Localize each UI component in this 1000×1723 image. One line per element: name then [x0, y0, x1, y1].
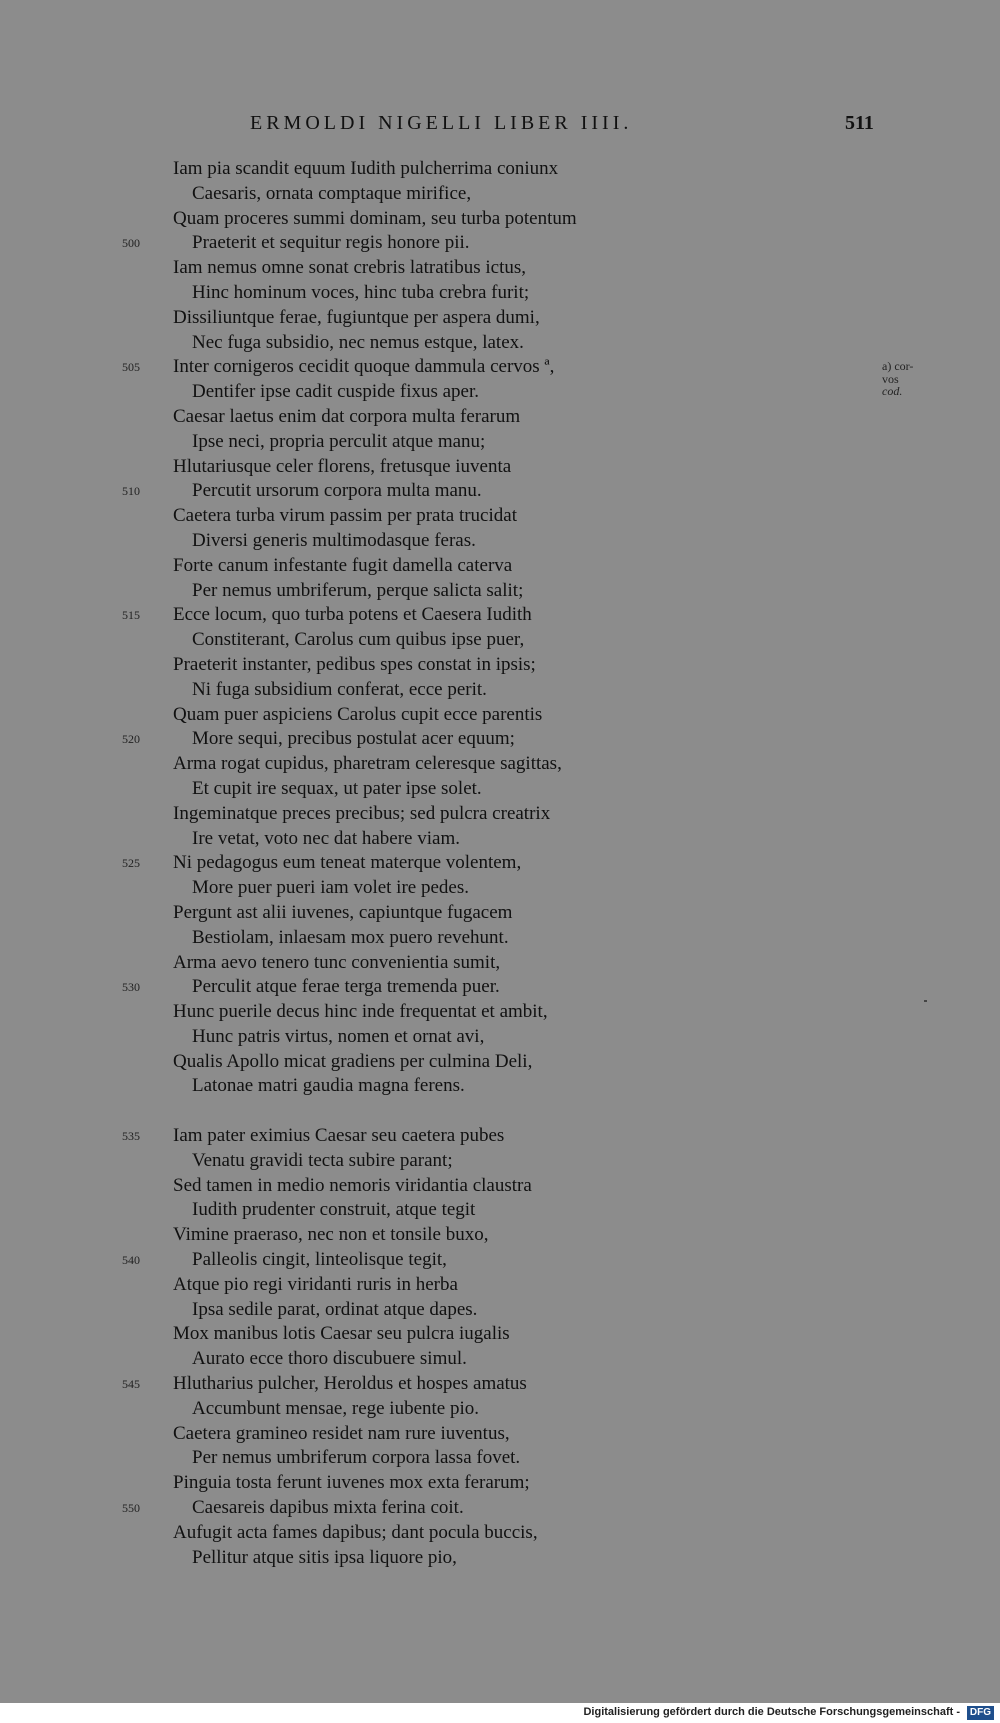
verse-text-line: Iudith prudenter construit, atque tegit: [192, 1199, 476, 1221]
verse-text-line: Ire vetat, voto nec dat habere viam.: [192, 827, 460, 849]
verse-line: [0, 430, 1000, 455]
verse-text-line: More puer pueri iam volet ire pedes.: [192, 877, 469, 899]
verse-text-line: Nec fuga subsidio, nec nemus estque, latex.: [192, 331, 524, 353]
verse-line: [0, 182, 1000, 207]
verse-line: [0, 479, 1000, 504]
verse-text-line: Inter cornigeros cecidit quoque dammula cervos ª,: [173, 356, 555, 378]
verse-text-line: Iam nemus omne sonat crebris latratibus ictus,: [173, 257, 526, 279]
verse-line: [0, 157, 1000, 182]
verse-line: [0, 529, 1000, 554]
verse-text-line: Ipse neci, propria perculit atque manu;: [192, 430, 486, 452]
verse-line: [0, 405, 1000, 430]
verse-line: [0, 1149, 1000, 1174]
verse-text-line: Ingeminatque preces precibus; sed pulcra creatrix: [173, 802, 551, 824]
verse-text-line: Aufugit acta fames dapibus; dant pocula buccis,: [173, 1521, 538, 1543]
verse-text-line: Dissiliuntque ferae, fugiuntque per aspera dumi,: [173, 306, 540, 328]
verse-line: [0, 653, 1000, 678]
verse-line: [0, 1521, 1000, 1546]
verse-line: [0, 1546, 1000, 1571]
line-number: 525: [122, 856, 140, 871]
verse-line: [0, 1372, 1000, 1397]
verse-text-line: Bestiolam, inlaesam mox puero revehunt.: [192, 926, 509, 948]
verse-text: [0, 157, 1000, 1570]
verse-text-line: Accumbunt mensae, rege iubente pio.: [192, 1397, 480, 1419]
verse-text-line: More sequi, precibus postulat acer equum;: [192, 728, 515, 750]
verse-text-line: Praeterit instanter, pedibus spes constat in ipsis;: [173, 653, 536, 675]
line-number: 530: [122, 980, 140, 995]
verse-line: [0, 355, 1000, 380]
verse-text-line: Hinc hominum voces, hinc tuba crebra furit;: [192, 281, 530, 303]
verse-line: [0, 455, 1000, 480]
verse-line: [0, 678, 1000, 703]
verse-line: [0, 1000, 1000, 1025]
verse-line: [0, 1322, 1000, 1347]
verse-text-line: Constiterant, Carolus cum quibus ipse puer,: [192, 629, 525, 651]
verse-text-line: Pellitur atque sitis ipsa liquore pio,: [192, 1546, 457, 1568]
verse-text-line: Per nemus umbriferum corpora lassa fovet.: [192, 1447, 521, 1469]
line-number: 520: [122, 732, 140, 747]
verse-line: [0, 256, 1000, 281]
dfg-logo: DFG: [967, 1706, 994, 1720]
scan-speck: [924, 1000, 927, 1002]
line-number: 505: [122, 360, 140, 375]
verse-line: [0, 1124, 1000, 1149]
verse-line: [0, 876, 1000, 901]
footnote-line: cod.: [882, 384, 903, 398]
page-header: [0, 112, 1000, 142]
verse-line: [0, 827, 1000, 852]
verse-line: [0, 1422, 1000, 1447]
verse-text-line: Ipsa sedile parat, ordinat atque dapes.: [192, 1298, 478, 1320]
verse-line: [0, 951, 1000, 976]
verse-text-line: Quam puer aspiciens Carolus cupit ecce parentis: [173, 703, 543, 725]
line-number: 515: [122, 608, 140, 623]
verse-line: [0, 1446, 1000, 1471]
verse-text-line: Diversi generis multimodasque feras.: [192, 529, 476, 551]
line-number: 550: [122, 1501, 140, 1516]
verse-text-line: Sed tamen in medio nemoris viridantia claustra: [173, 1174, 532, 1196]
verse-text-line: Arma rogat cupidus, pharetram celeresque sagittas,: [173, 753, 562, 775]
verse-text-line: Percutit ursorum corpora multa manu.: [192, 480, 482, 502]
verse-line: [0, 926, 1000, 951]
verse-text-line: Caesar laetus enim dat corpora multa ferarum: [173, 405, 521, 427]
verse-text-line: Ni pedagogus eum teneat materque volentem,: [173, 852, 522, 874]
verse-line: [0, 554, 1000, 579]
verse-line: [0, 504, 1000, 529]
running-title: ERMOLDI NIGELLI LIBER IIII.: [250, 112, 633, 134]
line-number: 545: [122, 1377, 140, 1392]
verse-text-line: Perculit atque ferae terga tremenda puer.: [192, 976, 500, 998]
verse-line: [0, 1174, 1000, 1199]
stanza-gap: [0, 1099, 1000, 1124]
footnote: [882, 360, 942, 398]
verse-line: [0, 1025, 1000, 1050]
line-number: 540: [122, 1253, 140, 1268]
verse-text-line: Atque pio regi viridanti ruris in herba: [173, 1273, 458, 1295]
verse-text-line: Pinguia tosta ferunt iuvenes mox exta ferarum;: [173, 1472, 530, 1494]
verse-text-line: Hunc puerile decus hinc inde frequentat et ambit,: [173, 1001, 548, 1023]
verse-line: [0, 380, 1000, 405]
verse-text-line: Ni fuga subsidium conferat, ecce perit.: [192, 678, 487, 700]
verse-text-line: Iam pater eximius Caesar seu caetera pubes: [173, 1125, 505, 1147]
verse-line: [0, 851, 1000, 876]
verse-line: [0, 1496, 1000, 1521]
line-number: 500: [122, 236, 140, 251]
verse-line: [0, 207, 1000, 232]
verse-line: [0, 901, 1000, 926]
verse-line: [0, 1223, 1000, 1248]
verse-line: [0, 703, 1000, 728]
verse-line: [0, 1198, 1000, 1223]
verse-text-line: Pergunt ast alii iuvenes, capiuntque fugacem: [173, 901, 513, 923]
verse-text-line: Hunc patris virtus, nomen et ornat avi,: [192, 1025, 485, 1047]
verse-text-line: Hlutharius pulcher, Heroldus et hospes amatus: [173, 1373, 527, 1395]
verse-line: [0, 777, 1000, 802]
verse-line: [0, 975, 1000, 1000]
verse-text-line: Quam proceres summi dominam, seu turba potentum: [173, 207, 577, 229]
verse-text-line: Venatu gravidi tecta subire parant;: [192, 1149, 453, 1171]
verse-line: [0, 1471, 1000, 1496]
verse-text-line: Arma aevo tenero tunc convenientia sumit,: [173, 951, 501, 973]
line-number: 510: [122, 484, 140, 499]
verse-text-line: Palleolis cingit, linteolisque tegit,: [192, 1249, 447, 1271]
footnote-line: vos: [882, 371, 899, 386]
footer-bar: [0, 1703, 1000, 1723]
verse-text-line: Ecce locum, quo turba potens et Caesera Iudith: [173, 604, 532, 626]
verse-text-line: Caetera turba virum passim per prata trucidat: [173, 505, 517, 527]
verse-text-line: Dentifer ipse cadit cuspide fixus aper.: [192, 381, 480, 403]
verse-text-line: Praeterit et sequitur regis honore pii.: [192, 232, 470, 254]
verse-text-line: Forte canum infestante fugit damella caterva: [173, 554, 513, 576]
verse-line: [0, 1050, 1000, 1075]
verse-text-line: Caesareis dapibus mixta ferina coit.: [192, 1497, 464, 1519]
verse-line: [0, 603, 1000, 628]
verse-line: [0, 1248, 1000, 1273]
verse-line: [0, 579, 1000, 604]
verse-line: [0, 231, 1000, 256]
verse-text-line: Caetera gramineo residet nam rure iuventus,: [173, 1422, 510, 1444]
verse-text-line: Aurato ecce thoro discubuere simul.: [192, 1348, 467, 1370]
line-number: 535: [122, 1129, 140, 1144]
verse-text-line: Caesaris, ornata comptaque mirifice,: [192, 182, 472, 204]
verse-text-line: Per nemus umbriferum, perque salicta salit;: [192, 579, 524, 601]
verse-text-line: Hlutariusque celer florens, fretusque iuventa: [173, 455, 512, 477]
verse-line: [0, 306, 1000, 331]
verse-text-line: Qualis Apollo micat gradiens per culmina Deli,: [173, 1050, 533, 1072]
verse-line: [0, 331, 1000, 356]
verse-line: [0, 628, 1000, 653]
verse-line: [0, 752, 1000, 777]
verse-line: [0, 1273, 1000, 1298]
verse-line: [0, 1397, 1000, 1422]
verse-line: [0, 1298, 1000, 1323]
verse-text-line: Mox manibus lotis Caesar seu pulcra iugalis: [173, 1323, 510, 1345]
page-number: 511: [845, 112, 874, 134]
verse-line: [0, 1347, 1000, 1372]
verse-text-line: Vimine praeraso, nec non et tonsile buxo,: [173, 1224, 489, 1246]
verse-text-line: Iam pia scandit equum Iudith pulcherrima coniunx: [173, 158, 559, 179]
verse-line: [0, 281, 1000, 306]
verse-line: [0, 802, 1000, 827]
verse-text-line: Et cupit ire sequax, ut pater ipse solet.: [192, 777, 482, 799]
footnote-line: a) cor-: [882, 359, 914, 373]
funding-notice: Digitalisierung gefördert durch die Deutsche Forschungsgemeinschaft -: [583, 1706, 960, 1718]
verse-line: [0, 727, 1000, 752]
verse-text-line: Latonae matri gaudia magna ferens.: [192, 1075, 465, 1097]
verse-line: [0, 1074, 1000, 1099]
